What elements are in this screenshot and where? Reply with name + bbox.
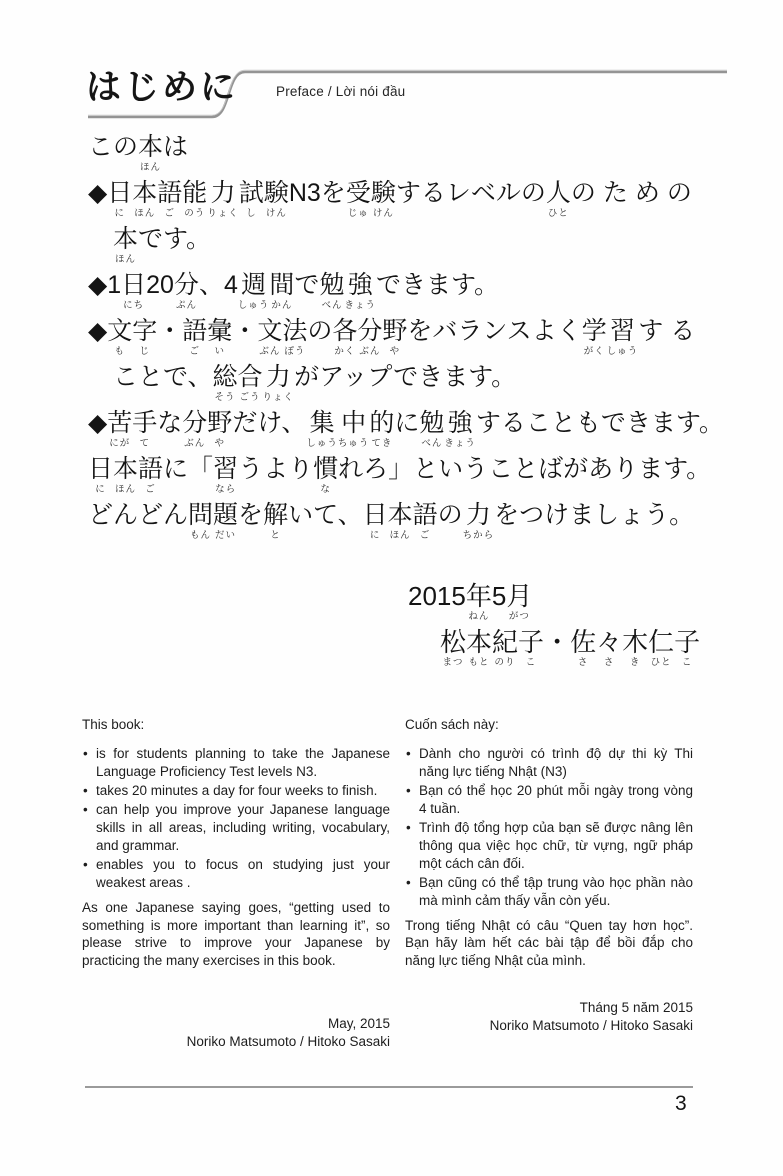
jp-segment: だけ、	[232, 409, 307, 437]
jp-segment: 仁 ひと	[648, 627, 675, 669]
jp-segment: 本 もと	[466, 627, 493, 669]
footer-rule-line	[85, 1086, 693, 1088]
bullet-item	[82, 745, 390, 781]
jp-segment: 勉 べん	[319, 271, 345, 311]
jp-line	[88, 318, 733, 362]
bullet-dot-icon: •	[83, 782, 88, 798]
english-signoff	[82, 1015, 390, 1051]
jp-segment: は	[163, 133, 189, 161]
jp-segment: 合 ごう	[237, 363, 263, 403]
vietnamese-bullet-list	[405, 745, 693, 910]
bullet-dot-icon: •	[406, 874, 411, 890]
jp-segment: 木 き	[622, 627, 649, 669]
furigana: きょう	[344, 300, 376, 311]
bullet-dot-icon: •	[406, 782, 411, 798]
furigana: ぷん	[175, 300, 197, 311]
furigana: そう	[214, 392, 236, 403]
jp-line	[88, 180, 733, 224]
furigana: きょう	[444, 438, 476, 449]
jp-segment: 力 りょく	[262, 363, 295, 403]
bullet-dot-icon: •	[83, 745, 88, 761]
jp-segment: するレベルの	[395, 179, 546, 207]
jp-segment: 問 もん	[188, 501, 214, 541]
jp-segment: することもできます。	[475, 409, 724, 437]
furigana: さ	[577, 657, 589, 669]
jp-segment: をバランスよく	[407, 317, 582, 345]
jp-segment: を	[238, 501, 264, 529]
jp-segment: 勉 べん	[419, 409, 445, 449]
bullet-text: Dành cho người có trình độ dự thi kỳ Thi năng lực tiếng Nhật (N3)	[419, 745, 693, 779]
furigana: に	[114, 208, 125, 219]
bullet-text: is for students planning to take the Japanese Language Proficiency Test levels N3.	[96, 745, 390, 779]
jp-segment: 子 こ	[518, 627, 545, 669]
jp-segment: 野 や	[382, 317, 408, 357]
jp-segment: 日 に	[107, 179, 133, 219]
jp-segment: 子 こ	[674, 627, 701, 669]
furigana: ぶん	[184, 438, 206, 449]
furigana: ほん	[115, 484, 137, 495]
page-title: はじめに	[86, 68, 239, 107]
furigana: し	[246, 208, 257, 219]
bullet-text: Bạn có thể học 20 phút mỗi ngày trong vòng 4 tuần.	[419, 782, 693, 816]
bullet-item	[82, 856, 390, 892]
jp-line	[88, 272, 733, 316]
jp-segment: 集 しゅう	[306, 409, 338, 449]
jp-segment: できます。	[375, 271, 499, 299]
jp-segment: 苦 にが	[107, 409, 133, 449]
jp-segment: ・	[232, 317, 258, 345]
jp-segment: 分 ぶん	[357, 317, 383, 357]
furigana: ご	[164, 208, 176, 219]
jp-segment: 的 てき	[369, 409, 395, 449]
jp-line	[88, 134, 733, 178]
page-number: 3	[675, 1092, 687, 1115]
english-signoff-date: May, 2015	[327, 1016, 390, 1032]
jp-segment: 試 し	[238, 179, 264, 219]
bullet-item	[82, 782, 390, 800]
vietnamese-signoff	[405, 999, 693, 1035]
jp-segment: 本 ほん	[113, 225, 139, 265]
bullet-dot-icon: •	[406, 819, 411, 835]
bullet-dot-icon: •	[406, 745, 411, 761]
bullet-item	[405, 819, 693, 873]
jp-segment: 本 ほん	[132, 179, 158, 219]
furigana: のり	[494, 657, 516, 669]
jp-segment: のための	[570, 179, 699, 207]
jp-segment: 文 ぶん	[257, 317, 283, 357]
jp-segment: ・	[544, 627, 571, 657]
jp-segment: に「	[163, 455, 214, 483]
jp-segment: 力 りょく	[207, 179, 239, 219]
jp-line	[113, 226, 733, 270]
jp-segment: 各 かく	[332, 317, 358, 357]
furigana: ちゅう	[337, 438, 370, 449]
furigana: ぽう	[284, 346, 306, 357]
jp-segment: 5	[491, 581, 507, 611]
furigana: ご	[419, 530, 431, 541]
furigana: な	[320, 484, 331, 495]
english-signoff-authors: Noriko Matsumoto / Hitoko Sasaki	[186, 1034, 390, 1050]
diamond-bullet-icon: ◆	[88, 409, 108, 437]
jp-segment: 分 ぷん	[173, 271, 199, 311]
jp-segment: 日 にち	[121, 271, 147, 311]
furigana: ちから	[462, 530, 495, 541]
furigana: べん	[321, 300, 343, 311]
english-paragraph: As one Japanese saying goes, “getting used to something is more important than learning it”, so please strive to improve your Japanese by practicing the many exercises in this book.	[82, 899, 390, 969]
jp-segment: 本 ほん	[113, 455, 139, 495]
furigana: ほん	[134, 208, 156, 219]
furigana: けん	[265, 208, 287, 219]
furigana: だい	[215, 530, 237, 541]
vietnamese-signoff-date: Tháng 5 năm 2015	[579, 1000, 693, 1016]
diamond-bullet-icon: ◆	[88, 317, 108, 345]
page-subtitle: Preface / Lời nói đầu	[276, 84, 406, 99]
furigana: こ	[681, 657, 693, 669]
furigana: ほん	[140, 162, 162, 173]
jp-segment: N3を	[288, 179, 346, 207]
jp-segment: 習 なら	[213, 455, 239, 495]
jp-segment: 彙 い	[207, 317, 233, 357]
jp-segment: 人 ひと	[545, 179, 571, 219]
furigana: ご	[145, 484, 156, 495]
furigana: ごう	[239, 392, 261, 403]
jp-segment: する	[638, 317, 703, 345]
furigana: ひと	[547, 208, 569, 219]
jp-line	[88, 410, 733, 454]
furigana: しゅう	[606, 346, 639, 357]
jp-segment: 解 と	[263, 501, 289, 541]
jp-segment: 語 ご	[182, 317, 208, 357]
jp-segment: ことで、	[113, 363, 213, 391]
jp-segment: 学 がく	[581, 317, 607, 357]
furigana: て	[139, 438, 151, 449]
furigana: がつ	[508, 611, 530, 623]
jp-segment: で	[294, 271, 320, 299]
bullet-dot-icon: •	[83, 801, 88, 817]
furigana: てき	[371, 438, 393, 449]
jp-segment: 間 かん	[269, 271, 295, 311]
jp-segment: です。	[138, 225, 212, 253]
jp-segment: 中 ちゅう	[337, 409, 370, 449]
bullet-item	[82, 801, 390, 855]
bullet-item	[405, 874, 693, 910]
jp-segment: 強 きょう	[344, 271, 376, 311]
translation-columns	[82, 716, 713, 1051]
furigana: き	[629, 657, 641, 669]
bullet-item	[405, 745, 693, 781]
jp-segment: な	[157, 409, 183, 437]
jp-segment: ・	[157, 317, 183, 345]
jp-segment: 験 けん	[263, 179, 289, 219]
furigana: しゅう	[306, 438, 338, 449]
jp-segment: 2015	[408, 581, 466, 611]
english-column	[82, 716, 390, 1051]
diamond-bullet-icon: ◆	[88, 179, 108, 207]
jp-segment: 題 だい	[213, 501, 239, 541]
jp-segment: 手 て	[132, 409, 158, 449]
furigana: りょく	[207, 208, 239, 219]
jp-segment: 力 ちから	[462, 501, 495, 541]
furigana: ねん	[468, 611, 490, 623]
jp-segment: をつけましょう。	[494, 501, 695, 529]
furigana: ぶん	[359, 346, 381, 357]
furigana: のう	[184, 208, 206, 219]
furigana: ひと	[650, 657, 672, 669]
jp-segment: の	[437, 501, 463, 529]
english-bullet-list	[82, 745, 390, 892]
jp-line	[88, 456, 733, 500]
jp-segment: 語 ご	[412, 501, 438, 541]
jp-segment: 受 じゅ	[345, 179, 371, 219]
bullet-text: Trình độ tổng hợp của bạn sẽ được nâng lên thông qua việc học chữ, từ vựng, ngữ pháp một cách cân đối.	[419, 819, 693, 871]
furigana: や	[214, 438, 226, 449]
furigana: ほん	[389, 530, 411, 541]
furigana: こ	[525, 657, 537, 669]
bullet-text: Bạn cũng có thể tập trung vào học phần nào mà mình cảm thấy vẫn còn yếu.	[419, 874, 693, 908]
furigana: や	[389, 346, 401, 357]
furigana: けん	[372, 208, 394, 219]
furigana: かん	[271, 300, 293, 311]
jp-segment: 佐 さ	[570, 627, 597, 669]
jp-segment: 能 のう	[182, 179, 208, 219]
jp-segment: 、4	[198, 271, 238, 299]
jp-segment: うより	[238, 455, 314, 483]
jp-segment: がアップできます。	[294, 363, 517, 391]
furigana: りょく	[262, 392, 295, 403]
diamond-bullet-icon: ◆	[88, 271, 108, 299]
jp-line	[113, 364, 733, 408]
jp-segment: 験 けん	[370, 179, 396, 219]
furigana: も	[114, 346, 125, 357]
jp-segment: 月 がつ	[506, 581, 533, 623]
furigana: がく	[583, 346, 605, 357]
jp-segment: れろ」ということばがあります。	[338, 455, 712, 483]
furigana: もん	[190, 530, 212, 541]
furigana: い	[214, 346, 226, 357]
furigana: かく	[334, 346, 356, 357]
furigana: と	[270, 530, 281, 541]
jp-segment: いて、	[288, 501, 363, 529]
furigana: ほん	[115, 254, 137, 265]
jp-segment: 松 まつ	[440, 627, 467, 669]
furigana: ご	[189, 346, 201, 357]
furigana: しゅう	[237, 300, 270, 311]
japanese-preface	[88, 134, 733, 674]
jp-segment: 日 に	[362, 501, 388, 541]
furigana: に	[369, 530, 381, 541]
jp-segment: 慣 な	[313, 455, 339, 495]
furigana: にち	[123, 300, 145, 311]
jp-segment: 字 じ	[132, 317, 158, 357]
jp-segment: 20	[146, 271, 174, 299]
jp-segment: 年 ねん	[465, 581, 492, 623]
vietnamese-column	[405, 716, 693, 1051]
jp-line	[88, 502, 733, 546]
furigana: なら	[215, 484, 237, 495]
jp-segment: 本 ほん	[387, 501, 413, 541]
jp-segment: に	[394, 409, 420, 437]
jp-line	[408, 582, 733, 626]
jp-segment: 習 しゅう	[606, 317, 639, 357]
english-heading: This book:	[82, 717, 145, 732]
jp-segment: 紀 のり	[492, 627, 519, 669]
jp-segment: 1	[107, 271, 122, 299]
vietnamese-heading: Cuốn sách này:	[405, 717, 499, 732]
jp-segment: 語 ご	[138, 455, 164, 495]
jp-segment: 野 や	[207, 409, 233, 449]
vietnamese-signoff-authors: Noriko Matsumoto / Hitoko Sasaki	[489, 1018, 693, 1034]
furigana: もと	[468, 657, 490, 669]
jp-segment: 分 ぶん	[182, 409, 208, 449]
jp-segment: 々 さ	[596, 627, 623, 669]
furigana: さ	[603, 657, 615, 669]
bullet-dot-icon: •	[83, 856, 88, 872]
bullet-text: enables you to focus on studying just your weakest areas .	[96, 856, 390, 890]
furigana: じゅ	[347, 208, 369, 219]
jp-segment: 語 ご	[157, 179, 183, 219]
bullet-item	[405, 782, 693, 818]
bullet-text: takes 20 minutes a day for four weeks to finish.	[96, 782, 378, 798]
jp-line	[440, 628, 733, 672]
jp-segment: 週 しゅう	[237, 271, 270, 311]
jp-segment: 強 きょう	[444, 409, 476, 449]
furigana: に	[95, 484, 106, 495]
vietnamese-paragraph: Trong tiếng Nhật có câu “Quen tay hơn học”. Bạn hãy làm hết các bài tập để bồi đắp cho năng lực tiếng Nhật của mình.	[405, 917, 693, 969]
jp-segment: 文 も	[107, 317, 133, 357]
furigana: ぶん	[259, 346, 281, 357]
furigana: にが	[109, 438, 131, 449]
jp-segment: 日 に	[88, 455, 114, 495]
jp-segment: の	[307, 317, 333, 345]
furigana: まつ	[442, 657, 464, 669]
jp-segment: 本 ほん	[138, 133, 164, 173]
jp-segment: どんどん	[88, 501, 189, 529]
jp-segment: 法 ぽう	[282, 317, 308, 357]
furigana: べん	[421, 438, 443, 449]
jp-segment: この	[88, 133, 139, 161]
jp-segment: 総 そう	[212, 363, 238, 403]
furigana: じ	[139, 346, 151, 357]
bullet-text: can help you improve your Japanese language skills in all areas, including writing, vocabulary, and grammar.	[96, 801, 390, 853]
